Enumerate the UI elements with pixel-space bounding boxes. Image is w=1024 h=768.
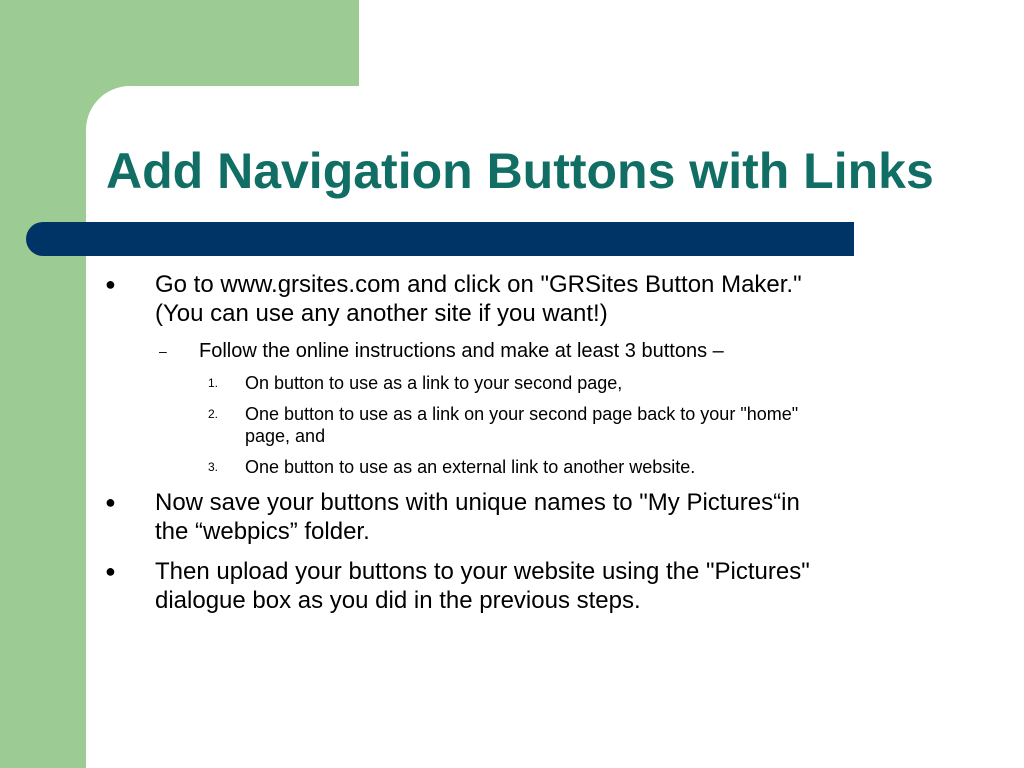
bullet-text-line: One button to use as a link on your second page back to your "home"	[245, 404, 799, 424]
numbered-item-1	[208, 372, 965, 394]
bullet-text-line: dialogue box as you did in the previous steps.	[155, 587, 641, 614]
bullet-text-line: One button to use as an external link to another website.	[245, 457, 696, 477]
bullet-text-line: the “webpics” folder.	[155, 518, 370, 545]
bullet-item-level2	[159, 339, 959, 363]
bullet-dot-icon: ●	[105, 274, 116, 294]
numbered-item-3	[208, 456, 965, 478]
slide-title: Add Navigation Buttons with Links	[106, 143, 934, 199]
numbered-item-2	[208, 403, 965, 447]
bullet-item-level1	[105, 557, 955, 615]
bullet-item-level1	[105, 488, 955, 546]
bullet-text-line: Go to www.grsites.com and click on "GRSites Button Maker."	[155, 271, 802, 298]
bullet-text-line: Follow the online instructions and make at least 3 buttons –	[199, 340, 724, 362]
bullet-text-line: On button to use as a link to your second page,	[245, 373, 623, 393]
bullet-text-line: page, and	[245, 426, 326, 446]
number-marker: 2.	[208, 407, 219, 421]
bullet-text-line: (You can use any another site if you want!)	[155, 300, 608, 327]
bullet-dot-icon: ●	[105, 492, 116, 512]
bullet-dot-icon: ●	[105, 561, 116, 581]
number-marker: 1.	[208, 376, 219, 390]
bullet-text-line: Now save your buttons with unique names to "My Pictures“in	[155, 489, 800, 516]
bullet-text-line: Then upload your buttons to your website using the "Pictures"	[155, 558, 810, 585]
bullet-item-level1	[105, 270, 955, 328]
number-marker: 3.	[208, 460, 219, 474]
dash-marker-icon: –	[159, 343, 167, 359]
